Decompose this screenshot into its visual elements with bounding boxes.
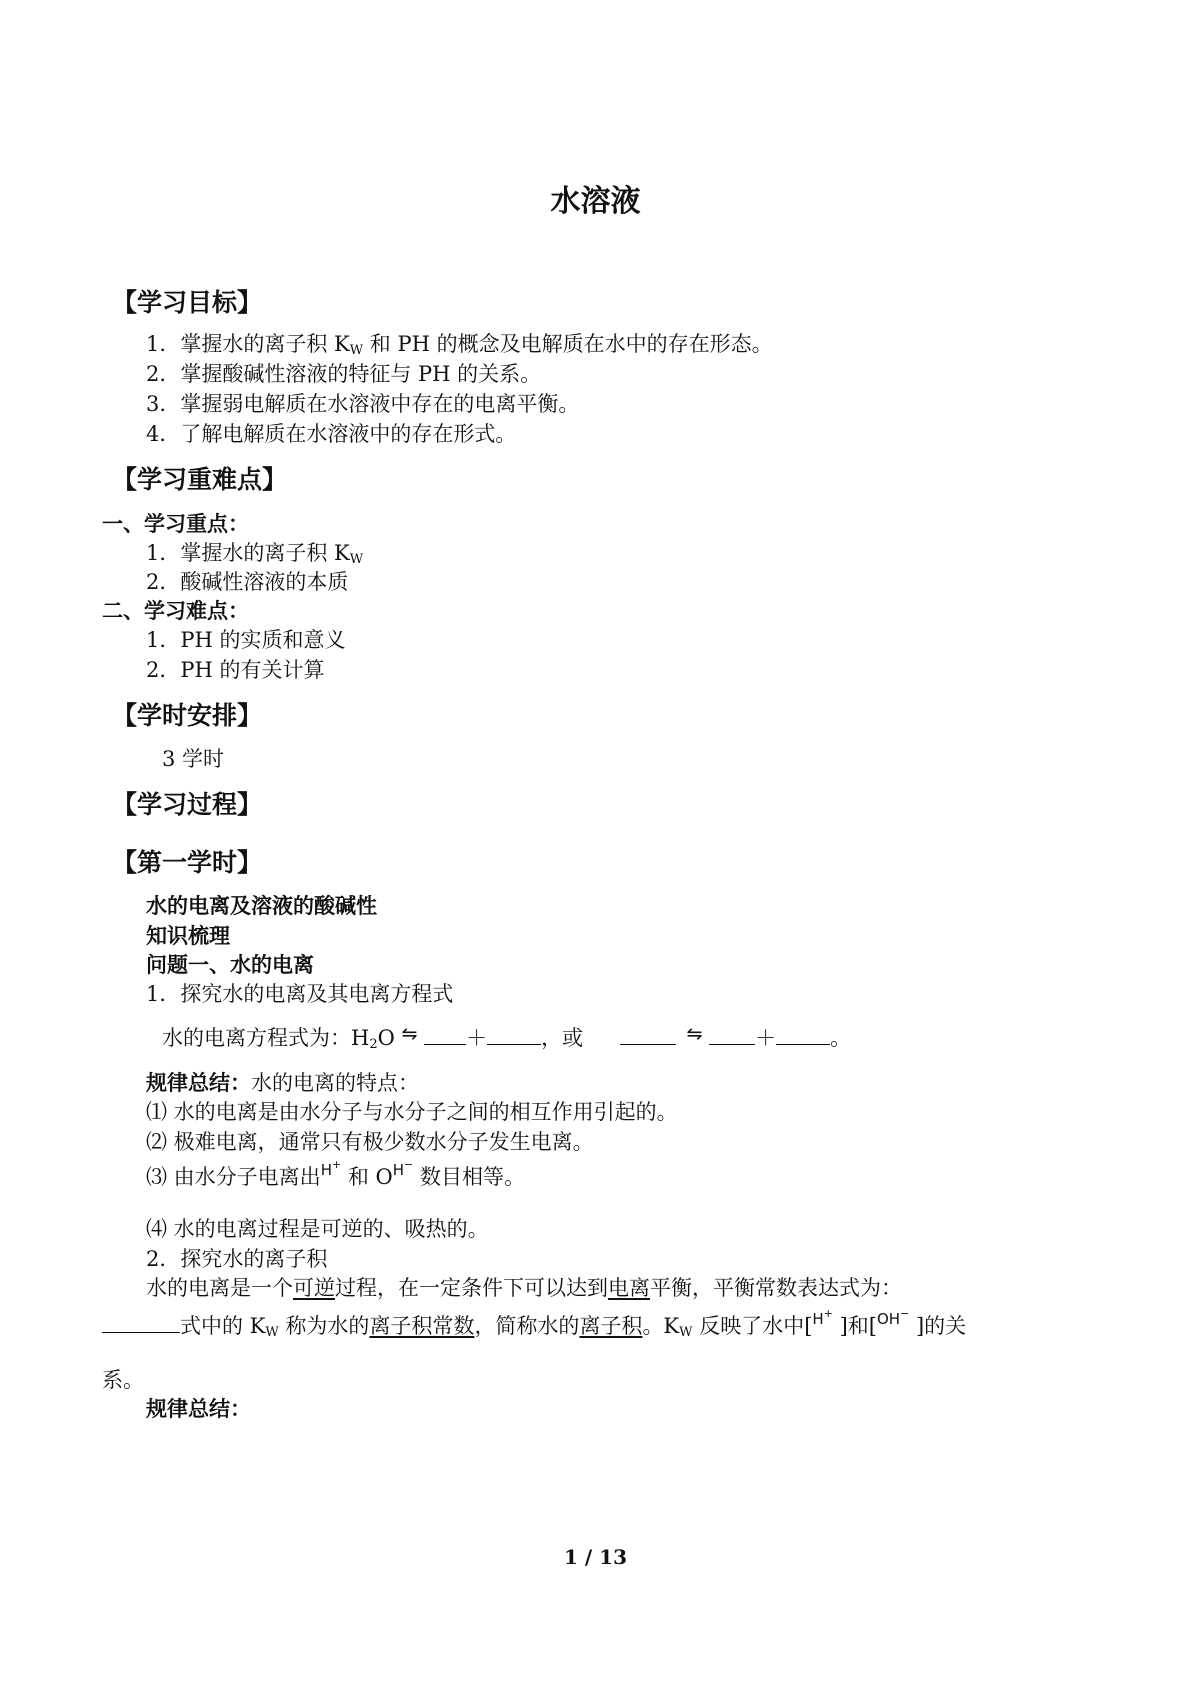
difficulty-item: 1．PH 的实质和意义 xyxy=(146,628,346,652)
equilibrium-arrow: ⇋ xyxy=(401,1023,418,1045)
objective-item: 2．掌握酸碱性溶液的特征与 PH 的关系。 xyxy=(146,362,542,386)
focus-heading: 一、学习重点： xyxy=(102,512,249,536)
subitem-1: 1．探究水的电离及其电离方程式 xyxy=(146,982,454,1006)
rule-summary: 规律总结：水的电离的特点： xyxy=(146,1071,419,1095)
blank-field[interactable] xyxy=(102,1314,180,1333)
focus-item: 1．掌握水的离子积 $K_W$ xyxy=(146,541,364,567)
page-title: 水溶液 xyxy=(550,184,641,219)
ion-product-paragraph-line2: 式中的 $K_W$ 称为水的离子积常数，简称水的离子积。$K_W$ 反映了水中[$^{H+}$ ]和[$^{OH-}$ ]的关 xyxy=(102,1307,966,1340)
ionization-equation: 水的电离方程式为：$H_2O$ ⇋ ＋ ，或 ⇋ ＋ 。 xyxy=(162,1023,852,1052)
blank-field[interactable] xyxy=(709,1026,755,1045)
section-first-period-heading: 【第一学时】 xyxy=(112,848,263,877)
feature-point: ⑵ 极难电离，通常只有极少数水分子发生电离。 xyxy=(146,1130,594,1154)
blank-field[interactable] xyxy=(424,1026,466,1045)
equilibrium-arrow: ⇋ xyxy=(686,1023,703,1045)
feature-point: ⑶ 由水分子电离出$^{H+}$ 和 $O^{H-}$ 数目相等。 xyxy=(146,1158,525,1189)
ion-product-paragraph-line3: 系。 xyxy=(102,1368,144,1392)
ion-product-paragraph: 水的电离是一个可逆过程，在一定条件下可以达到电离平衡，平衡常数表达式为： xyxy=(146,1276,902,1300)
lesson-topic: 水的电离及溶液的酸碱性 xyxy=(146,894,377,918)
feature-point: ⑷ 水的电离过程是可逆的、吸热的。 xyxy=(146,1217,489,1241)
section-keypoints-heading: 【学习重难点】 xyxy=(112,465,288,494)
objective-item: 3．掌握弱电解质在水溶液中存在的电离平衡。 xyxy=(146,392,580,416)
blank-field[interactable] xyxy=(487,1026,541,1045)
knowledge-sorting: 知识梳理 xyxy=(146,924,230,948)
page-number: 1 / 13 xyxy=(564,1545,627,1569)
focus-item: 2．酸碱性溶液的本质 xyxy=(146,570,349,594)
section-process-heading: 【学习过程】 xyxy=(112,790,263,819)
difficulty-heading: 二、学习难点： xyxy=(102,599,249,623)
schedule-text: 3 学时 xyxy=(162,747,225,771)
blank-field[interactable] xyxy=(620,1026,676,1045)
question-one-heading: 问题一、水的电离 xyxy=(146,953,314,977)
rule-summary-2: 规律总结： xyxy=(146,1397,251,1421)
feature-point: ⑴ 水的电离是由水分子与水分子之间的相互作用引起的。 xyxy=(146,1100,678,1124)
difficulty-item: 2．PH 的有关计算 xyxy=(146,658,325,682)
section-schedule-heading: 【学时安排】 xyxy=(112,701,263,730)
objective-item: 4．了解电解质在水溶液中的存在形式。 xyxy=(146,422,517,446)
blank-field[interactable] xyxy=(776,1026,830,1045)
objective-item: 1．掌握水的离子积 $K_W$ 和 PH 的概念及电解质在水中的存在形态。 xyxy=(146,332,773,358)
section-objectives-heading: 【学习目标】 xyxy=(112,288,263,317)
subitem-2: 2．探究水的离子积 xyxy=(146,1247,328,1271)
